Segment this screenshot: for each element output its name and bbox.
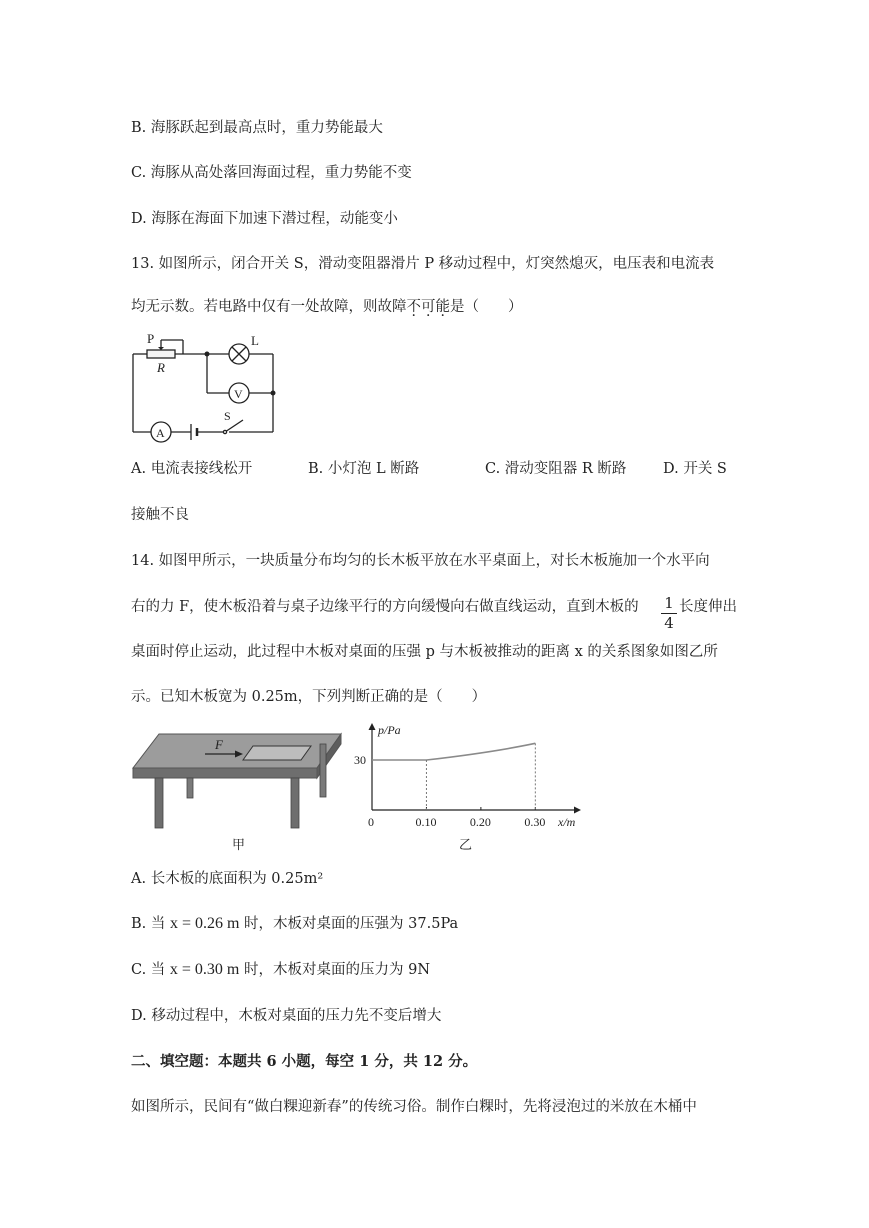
- figure-yi-caption: 乙: [459, 838, 473, 853]
- q14-option-b: [131, 914, 458, 934]
- figure-jia-table: [131, 728, 343, 850]
- fraction-numerator: 1: [664, 594, 674, 612]
- label-L: L: [251, 333, 259, 348]
- label-A: A: [156, 426, 165, 440]
- label-P: P: [147, 331, 155, 346]
- q14-stem-line2b: 长度伸出: [679, 599, 737, 615]
- force-label: F: [215, 737, 223, 752]
- q13-stem-text: 均无示数。若电路中仅有一处故障，则故障: [131, 299, 407, 315]
- section-2-heading: 二、填空题：本题共 6 小题，每空 1 分，共 12 分。: [131, 1053, 478, 1070]
- fraction-one-quarter: [661, 595, 677, 632]
- y-axis-label: p/Pa: [378, 723, 401, 737]
- q13-option-d: D. 开关 S: [663, 461, 727, 477]
- rheostat-resistor: [147, 350, 175, 358]
- x-tick-label: 0.30: [524, 815, 546, 829]
- wooden-board: [243, 746, 311, 760]
- q14-option-b-prefix: B. 当: [131, 916, 170, 932]
- q13-option-a: A. 电流表接线松开: [131, 461, 253, 477]
- x-axis-label: x/m: [558, 815, 576, 829]
- q14-option-d: D. 移动过程中，木板对桌面的压力先不变后增大: [131, 1008, 442, 1024]
- figure-jia-caption: 甲: [232, 838, 246, 853]
- x-tick-label: 0: [368, 815, 374, 829]
- q14-option-a: A. 长木板的底面积为 0.25m²: [131, 871, 324, 887]
- q12-option-b: B. 海豚跃起到最高点时，重力势能最大: [131, 120, 383, 136]
- q14-option-b-formula: x = 0.26 m: [169, 915, 240, 932]
- q14-stem-line3: 桌面时停止运动，此过程中木板对桌面的压强 p 与木板被推动的距离 x 的关系图象如图乙所: [131, 644, 718, 660]
- emphasis-char-2: 可: [421, 299, 436, 315]
- q14-option-c-formula: x = 0.30 m: [169, 961, 240, 978]
- fraction-denominator: 4: [664, 614, 674, 632]
- x-tick-label: 0.20: [469, 815, 491, 829]
- label-S: S: [224, 409, 231, 423]
- x-tick-label: 0.10: [415, 815, 437, 829]
- q13-option-d-cont: 接触不良: [131, 507, 189, 523]
- q14-option-c-prefix: C. 当: [131, 962, 170, 978]
- y-axis-arrow: [369, 723, 376, 730]
- figure-yi-chart: [352, 720, 582, 850]
- q14-stem-line2a: 右的力 F，使木板沿着与桌子边缘平行的方向缓慢向右做直线运动，直到木板的: [131, 599, 639, 615]
- q14-stem-line1: 14. 如图甲所示，一块质量分布均匀的长木板平放在水平桌面上，对长木板施加一个水平向: [131, 553, 710, 569]
- label-R: R: [157, 360, 165, 375]
- emphasis-char-3: 能: [435, 299, 450, 315]
- emphasis-char-1: 不: [406, 299, 421, 315]
- q13-option-c: C. 滑动变阻器 R 断路: [485, 461, 627, 477]
- y-tick-label: 30: [354, 753, 366, 767]
- label-V: V: [234, 387, 243, 401]
- q12-option-c: C. 海豚从高处落回海面过程，重力势能不变: [131, 165, 412, 181]
- x-axis-arrow: [574, 807, 581, 814]
- q13-stem-line2: [131, 297, 523, 317]
- circuit-diagram: [125, 328, 285, 448]
- q13-stem-end: 是（ ）: [450, 299, 523, 315]
- fill-question-intro: 如图所示，民间有“做白粿迎新春”的传统习俗。制作白粿时，先将浸泡过的米放在木桶中: [131, 1099, 697, 1115]
- q14-option-b-text: 时，木板对桌面的压强为 37.5Pa: [239, 916, 459, 932]
- q12-option-d: D. 海豚在海面下加速下潜过程，动能变小: [131, 211, 398, 227]
- q14-stem-line4: 示。已知木板宽为 0.25m，下列判断正确的是（ ）: [131, 689, 487, 705]
- q13-option-b: B. 小灯泡 L 断路: [308, 461, 420, 477]
- pressure-curve: [372, 743, 535, 760]
- q13-stem-line1: 13. 如图所示，闭合开关 S，滑动变阻器滑片 P 移动过程中，灯突然熄灭，电压表和电流表: [131, 256, 715, 272]
- q14-option-c: [131, 960, 430, 980]
- q14-option-c-text: 时，木板对桌面的压力为 9N: [239, 962, 431, 978]
